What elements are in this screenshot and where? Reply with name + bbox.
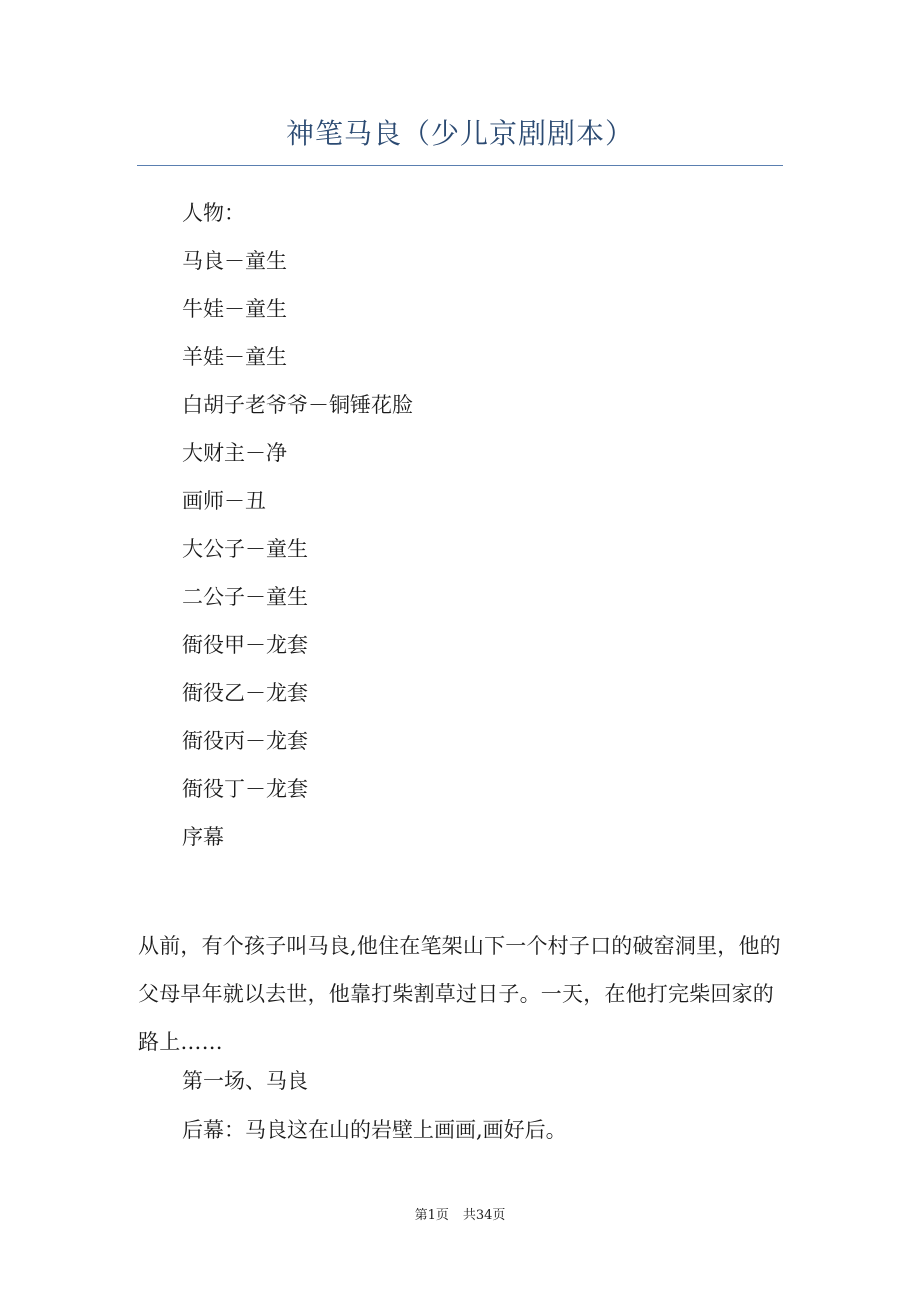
cast-item: 牛娃－童生: [182, 297, 287, 321]
cast-item: 衙役丙－龙套: [182, 729, 308, 753]
cast-item: 衙役乙－龙套: [182, 681, 308, 705]
page-footer: [0, 1207, 920, 1225]
cast-item: 衙役丁－龙套: [182, 777, 308, 801]
cast-item: 马良－童生: [182, 249, 287, 273]
cast-item: 画师－丑: [182, 489, 266, 513]
page-total: 共34页: [462, 1208, 506, 1223]
intro-paragraph: 从前，有个孩子叫马良,他住在笔架山下一个村子口的破窑洞里，他的父母早年就以去世，他靠打柴割草过日子。一天，在他打完柴回家的路上……: [138, 934, 781, 1054]
prologue-heading: 序幕: [182, 825, 224, 849]
stage-direction: 后幕：马良这在山的岩壁上画画,画好后。: [182, 1118, 567, 1142]
title-underline: [137, 165, 783, 166]
cast-heading: 人物：: [182, 201, 245, 225]
cast-list: [182, 246, 413, 870]
document-title: 神笔马良（少儿京剧剧本）: [285, 117, 634, 150]
cast-item: 衙役甲－龙套: [182, 633, 308, 657]
page-number: 第1页: [414, 1208, 449, 1223]
cast-item: 大财主－净: [182, 441, 287, 465]
scene-heading: 第一场、马良: [182, 1069, 308, 1093]
cast-item: 白胡子老爷爷－铜锤花脸: [182, 393, 413, 417]
cast-item: 羊娃－童生: [182, 345, 287, 369]
cast-item: 二公子－童生: [182, 585, 308, 609]
cast-item: 大公子－童生: [182, 537, 308, 561]
